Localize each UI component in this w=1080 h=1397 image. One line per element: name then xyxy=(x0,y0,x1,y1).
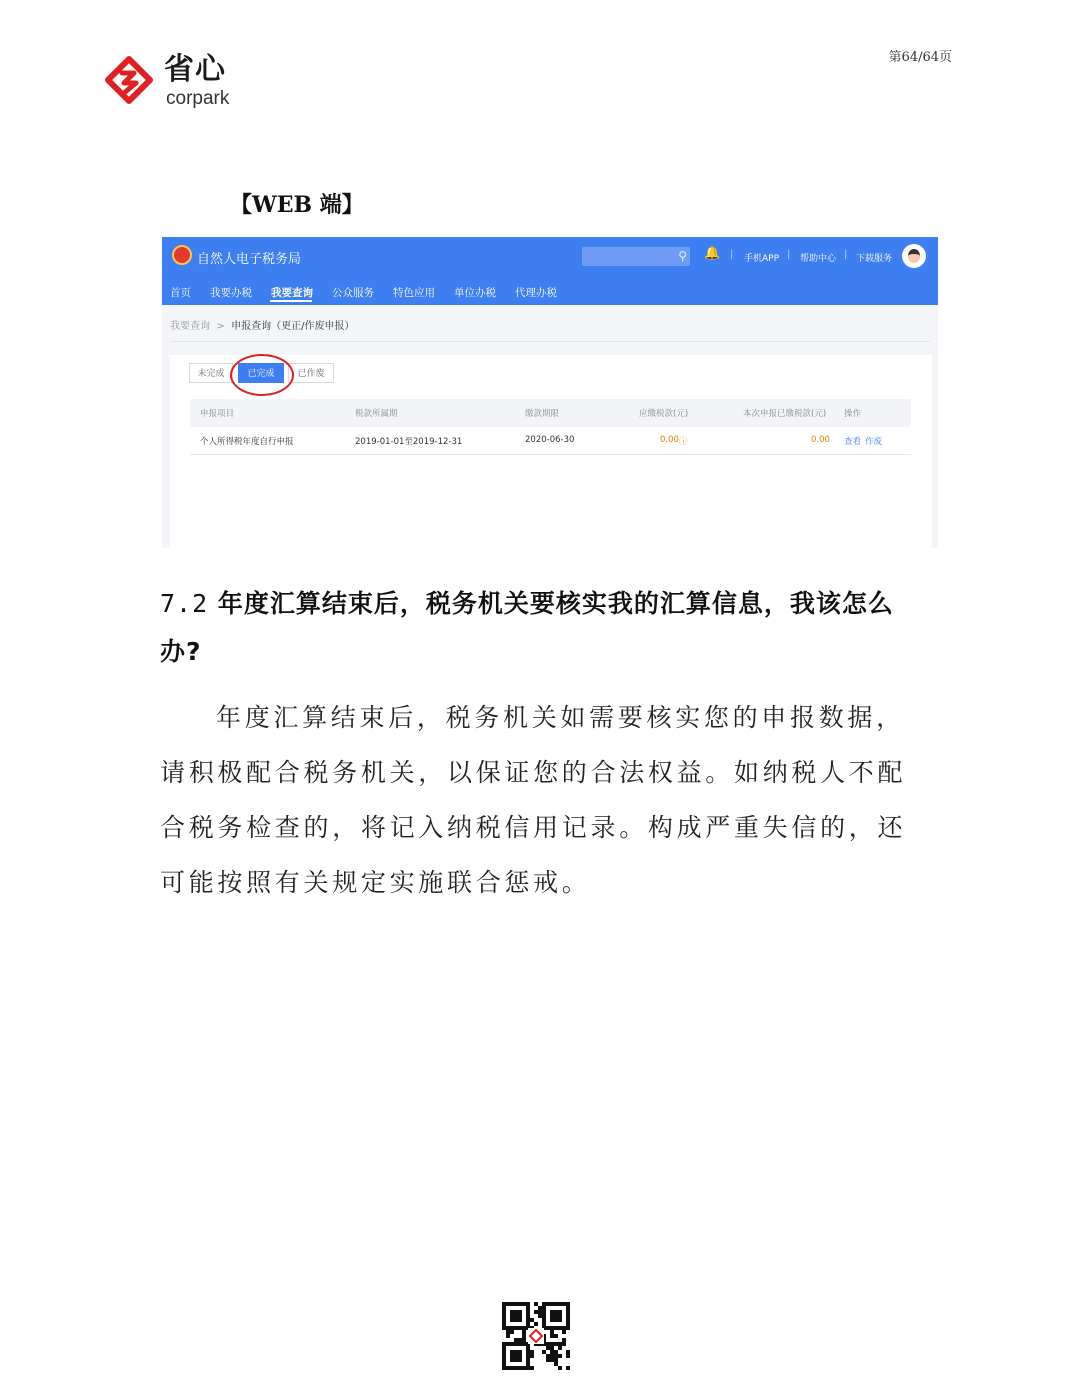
cell-tax-due: 0.00 xyxy=(660,435,679,445)
nav-home[interactable]: 首页 xyxy=(170,287,191,299)
nav-query[interactable]: 我要查询 xyxy=(271,287,313,299)
search-input[interactable] xyxy=(582,247,690,266)
nav-unit-tax[interactable]: 单位办税 xyxy=(454,287,496,299)
action-void[interactable]: 作废 xyxy=(865,437,883,447)
question-number: 7.2 xyxy=(160,589,209,618)
col-period: 税款所属期 xyxy=(355,409,398,419)
nav-public-service[interactable]: 公众服务 xyxy=(332,287,374,299)
breadcrumb-current: 申报查询（更正/作废申报） xyxy=(231,321,355,332)
breadcrumb xyxy=(170,317,354,332)
col-tax-due: 应缴税款(元) xyxy=(639,409,689,419)
cell-paid: 0.00 xyxy=(811,435,830,445)
col-deadline: 缴款期限 xyxy=(525,409,560,419)
section-heading: 【WEB 端】 xyxy=(230,192,364,218)
question-text: 年度汇算结束后，税务机关要核实我的汇算信息，我该怎么办? xyxy=(160,589,894,666)
screenshot-top-bar xyxy=(162,237,938,305)
action-view[interactable]: 查看 xyxy=(844,437,862,447)
page-number: 第64/64页 xyxy=(888,50,952,65)
tax-bureau-screenshot xyxy=(162,237,938,548)
highlight-circle xyxy=(230,354,294,396)
info-icon[interactable]: ⓘ xyxy=(679,437,688,447)
separator: | xyxy=(844,249,848,260)
answer-paragraph: 年度汇算结束后，税务机关如需要核实您的申报数据，请积极配合税务机关，以保证您的合法权益。如纳税人不配合税务检查的，将记入纳税信用记录。构成严重失信的，还可能按照有关规定实施联合惩戒。 xyxy=(160,703,907,897)
breadcrumb-root[interactable]: 我要查询 xyxy=(170,321,210,332)
cell-deadline: 2020-06-30 xyxy=(525,435,575,445)
separator: | xyxy=(730,249,734,260)
nav-special-apps[interactable]: 特色应用 xyxy=(393,287,435,299)
col-action: 操作 xyxy=(844,409,862,419)
link-download[interactable]: 下载服务 xyxy=(856,254,893,264)
nav-active-indicator xyxy=(270,300,312,302)
table-row xyxy=(190,427,911,455)
corpark-logo xyxy=(104,52,304,114)
logo-chinese-text: 省心 xyxy=(164,52,226,87)
divider xyxy=(170,341,930,342)
tab-completed[interactable]: 已完成 xyxy=(238,363,284,383)
bell-icon[interactable]: 🔔 xyxy=(704,246,721,261)
col-paid: 本次申报已缴税款(元) xyxy=(743,409,827,419)
question-title xyxy=(160,580,930,676)
col-item: 申报项目 xyxy=(200,409,235,419)
cell-period: 2019-01-01至2019-12-31 xyxy=(355,437,463,447)
avatar[interactable] xyxy=(902,244,926,268)
logo-english-text: corpark xyxy=(166,88,230,109)
cell-item: 个人所得税年度自行申报 xyxy=(200,437,294,447)
nav-agent-tax[interactable]: 代理办税 xyxy=(515,287,557,299)
site-title: 自然人电子税务局 xyxy=(197,252,302,267)
search-icon[interactable]: ⚲ xyxy=(678,249,687,263)
tab-incomplete[interactable]: 未完成 xyxy=(189,363,233,383)
nav-tax-handling[interactable]: 我要办税 xyxy=(210,287,252,299)
link-mobile-app[interactable]: 手机APP xyxy=(744,254,780,264)
tab-voided[interactable]: 已作废 xyxy=(288,363,334,383)
qr-code-icon xyxy=(502,1302,570,1370)
separator: | xyxy=(787,249,791,260)
avatar-face xyxy=(908,249,920,263)
link-help-center[interactable]: 帮助中心 xyxy=(800,254,837,264)
corpark-diamond-icon xyxy=(104,56,154,110)
breadcrumb-separator: > xyxy=(216,321,225,332)
tax-emblem-icon xyxy=(172,245,192,265)
table-header xyxy=(190,399,911,427)
